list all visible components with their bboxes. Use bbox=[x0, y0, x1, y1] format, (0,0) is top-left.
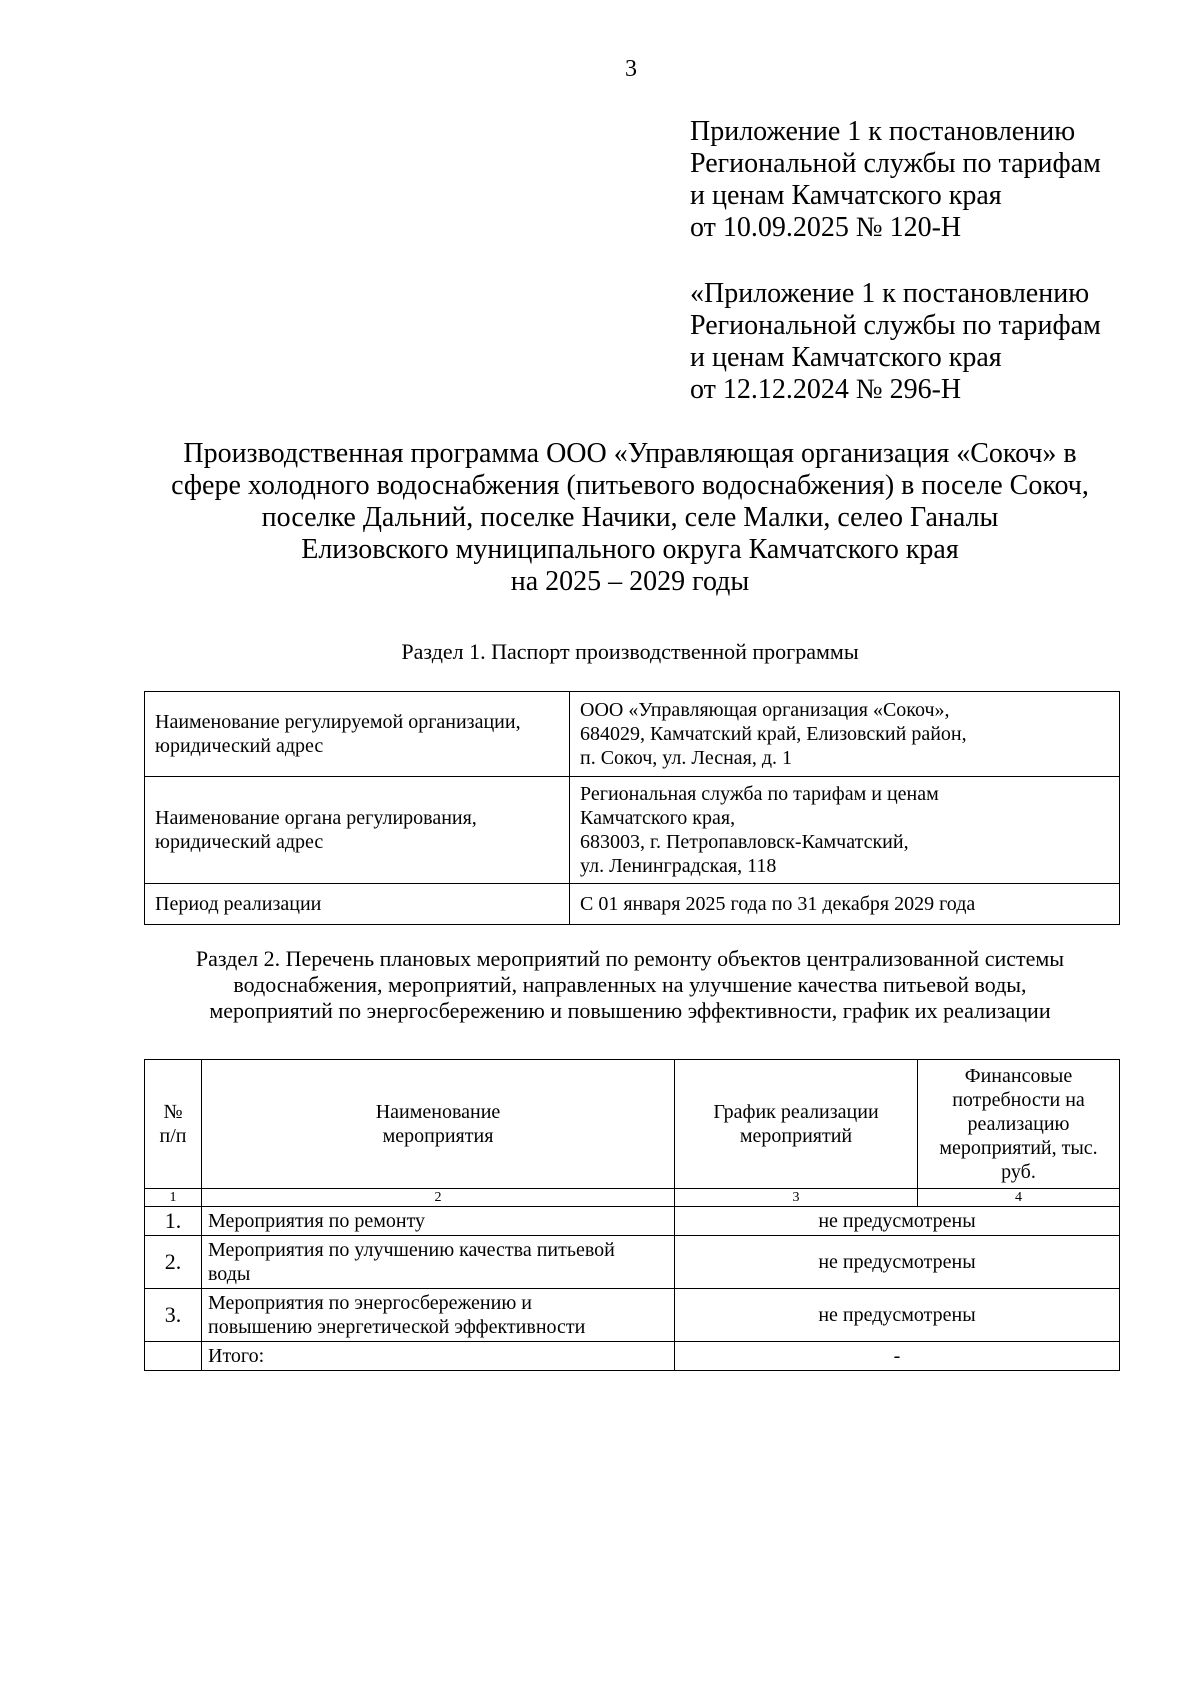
table-header-row bbox=[145, 1060, 1120, 1189]
cell-line: Период реализации bbox=[155, 893, 322, 915]
cell-line: Региональная служба по тарифам и ценам bbox=[580, 783, 939, 805]
total-row bbox=[145, 1342, 1120, 1371]
column-number: 2 bbox=[202, 1189, 675, 1207]
cell-line: п. Сокоч, ул. Лесная, д. 1 bbox=[580, 747, 793, 769]
appendix-line: от 12.12.2024 № 296-Н bbox=[690, 374, 962, 405]
title-line: сфере холодного водоснабжения (питьевого водоснабжения) в поселе Сокоч, bbox=[171, 470, 1089, 501]
program-title bbox=[140, 438, 1120, 598]
measure-status: не предусмотрены bbox=[675, 1289, 1120, 1342]
section-heading-line: водоснабжения, мероприятий, направленных на улучшение качества питьевой воды, bbox=[233, 972, 1027, 997]
empty-cell bbox=[145, 1342, 202, 1371]
total-label: Итого: bbox=[202, 1342, 675, 1371]
measures-table bbox=[144, 1059, 1120, 1371]
header-line: реализацию bbox=[967, 1113, 1070, 1135]
section-1-heading bbox=[140, 639, 1120, 665]
column-header-name bbox=[202, 1060, 675, 1189]
appendix-previous-block bbox=[690, 278, 1101, 406]
measure-name bbox=[202, 1207, 675, 1236]
section-heading-line: Раздел 1. Паспорт производственной программы bbox=[401, 639, 859, 664]
title-line: поселке Дальний, поселке Начики, селе Малки, селео Ганалы bbox=[261, 502, 999, 533]
header-line: мероприятий, тыс. bbox=[939, 1137, 1098, 1159]
appendix-line: и ценам Камчатского края bbox=[690, 342, 1002, 373]
measure-name bbox=[202, 1236, 675, 1289]
header-line: п/п bbox=[159, 1125, 187, 1147]
appendix-current-block bbox=[690, 116, 1101, 244]
column-number: 3 bbox=[675, 1189, 918, 1207]
row-number: 2. bbox=[145, 1236, 202, 1289]
table-row bbox=[145, 884, 1120, 925]
cell-line: повышению энергетической эффективности bbox=[208, 1316, 586, 1338]
passport-value bbox=[570, 692, 1120, 777]
appendix-line: Региональной службы по тарифам bbox=[690, 148, 1101, 179]
measure-status: не предусмотрены bbox=[675, 1236, 1120, 1289]
appendix-line: и ценам Камчатского края bbox=[690, 180, 1002, 211]
column-header-schedule bbox=[675, 1060, 918, 1189]
passport-key bbox=[145, 692, 570, 777]
cell-line: Наименование регулируемой организации, bbox=[155, 711, 521, 733]
header-line: № bbox=[163, 1101, 183, 1123]
cell-line: Наименование органа регулирования, bbox=[155, 807, 477, 829]
appendix-line: «Приложение 1 к постановлению bbox=[690, 278, 1090, 309]
row-number: 3. bbox=[145, 1289, 202, 1342]
header-line: Финансовые bbox=[964, 1065, 1073, 1087]
appendix-line: Приложение 1 к постановлению bbox=[690, 116, 1076, 147]
header-line: потребности на bbox=[952, 1089, 1085, 1111]
passport-key bbox=[145, 884, 570, 925]
column-number: 1 bbox=[145, 1189, 202, 1207]
cell-line: воды bbox=[208, 1263, 251, 1285]
header-line: Наименование bbox=[375, 1101, 501, 1123]
column-number-row bbox=[145, 1189, 1120, 1207]
measure-status: не предусмотрены bbox=[675, 1207, 1120, 1236]
cell-line: С 01 января 2025 года по 31 декабря 2029 года bbox=[580, 893, 976, 915]
page-number: 3 bbox=[625, 56, 637, 82]
row-number: 1. bbox=[145, 1207, 202, 1236]
passport-value bbox=[570, 777, 1120, 884]
header-line: мероприятий bbox=[739, 1125, 853, 1147]
passport-table bbox=[144, 691, 1120, 925]
cell-line: ул. Ленинградская, 118 bbox=[580, 855, 777, 877]
title-line: Елизовского муниципального округа Камчатского края bbox=[301, 534, 959, 565]
column-header-financing bbox=[918, 1060, 1120, 1189]
section-heading-line: Раздел 2. Перечень плановых мероприятий по ремонту объектов централизованной системы bbox=[195, 946, 1065, 971]
cell-line: Камчатского края, bbox=[580, 807, 736, 829]
cell-line: Мероприятия по энергосбережению и bbox=[208, 1292, 532, 1314]
title-line: Производственная программа ООО «Управляющая организация «Сокоч» в bbox=[183, 438, 1077, 469]
cell-line: юридический адрес bbox=[155, 735, 324, 757]
appendix-line: от 10.09.2025 № 120-Н bbox=[690, 212, 962, 243]
table-row bbox=[145, 777, 1120, 884]
header-line: График реализации bbox=[713, 1101, 879, 1123]
header-line: руб. bbox=[1001, 1161, 1036, 1183]
column-number: 4 bbox=[918, 1189, 1120, 1207]
cell-line: юридический адрес bbox=[155, 831, 324, 853]
cell-line: 683003, г. Петропавловск-Камчатский, bbox=[580, 831, 909, 853]
table-row bbox=[145, 1236, 1120, 1289]
cell-line: Мероприятия по ремонту bbox=[208, 1210, 426, 1232]
appendix-line: Региональной службы по тарифам bbox=[690, 310, 1101, 341]
cell-line: Мероприятия по улучшению качества питьевой bbox=[208, 1239, 615, 1261]
table-row bbox=[145, 1207, 1120, 1236]
table-row bbox=[145, 692, 1120, 777]
total-value: - bbox=[675, 1342, 1120, 1371]
cell-line: 684029, Камчатский край, Елизовский район, bbox=[580, 723, 967, 745]
cell-line: ООО «Управляющая организация «Сокоч», bbox=[580, 699, 950, 721]
passport-key bbox=[145, 777, 570, 884]
section-heading-line: мероприятий по энергосбережению и повышению эффективности, график их реализации bbox=[209, 998, 1051, 1023]
title-line: на 2025 – 2029 годы bbox=[510, 566, 750, 597]
header-line: мероприятия bbox=[382, 1125, 494, 1147]
table-row bbox=[145, 1289, 1120, 1342]
passport-value bbox=[570, 884, 1120, 925]
measure-name bbox=[202, 1289, 675, 1342]
column-header-number bbox=[145, 1060, 202, 1189]
section-2-heading bbox=[140, 946, 1120, 1024]
